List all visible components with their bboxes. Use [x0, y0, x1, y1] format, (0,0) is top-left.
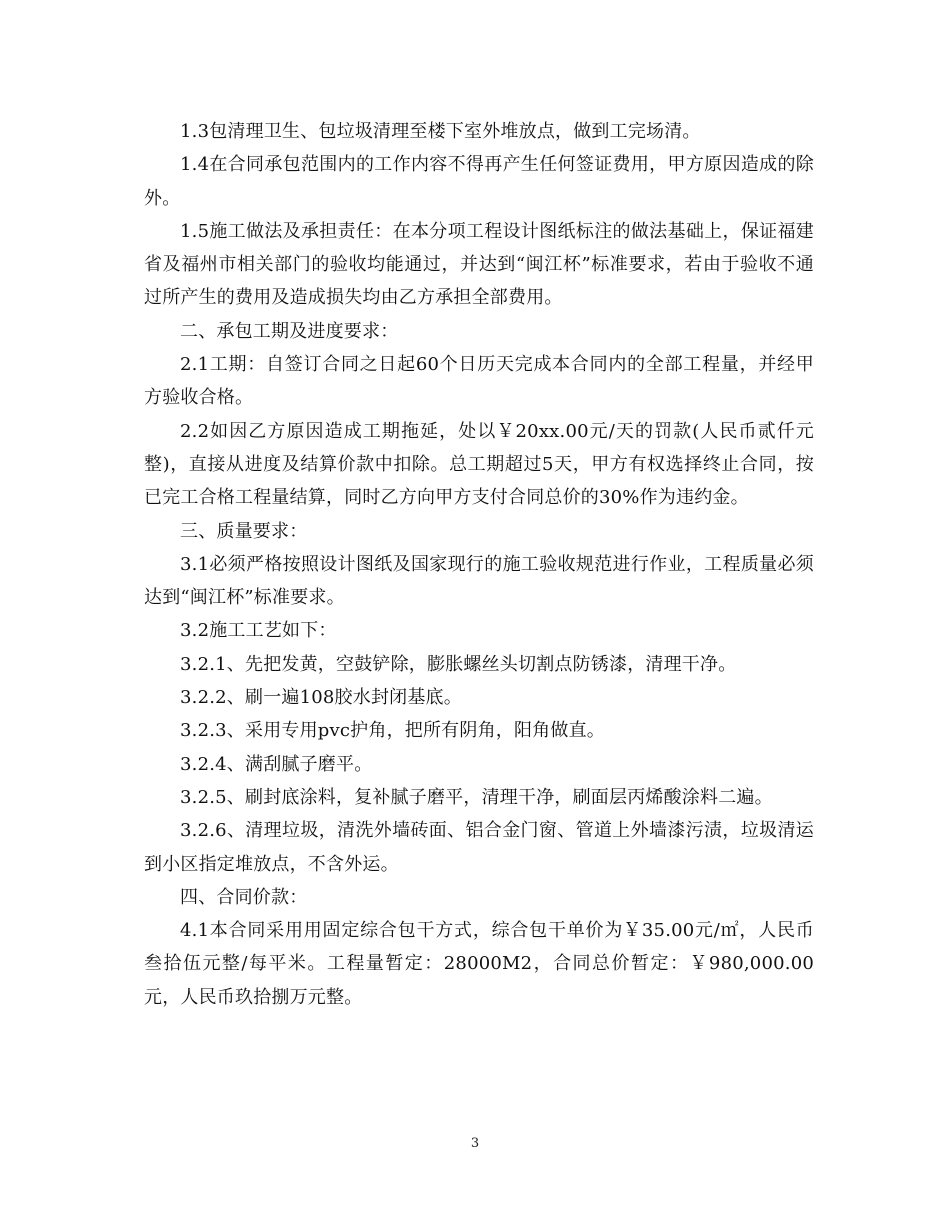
paragraph-1-3: 1.3包清理卫生、包垃圾清理至楼下室外堆放点，做到工完场清。: [180, 121, 701, 142]
paragraph-1-4: 1.4在合同承包范围内的工作内容不得再产生任何签证费用，甲方原因造成的除外。: [144, 154, 814, 209]
paragraph-3-2-4: 3.2.4、满刮腻子磨平。: [180, 753, 373, 775]
section-heading-4: 四、合同价款：: [180, 886, 308, 908]
paragraph-2-1: 2.1工期：自签订合同之日起60个日历天完成本合同内的全部工程量，并经甲方验收合格。: [144, 354, 814, 409]
paragraph-3-2-6: 3.2.6、清理垃圾，清洗外墙砖面、铝合金门窗、管道上外墙漆污渍，垃圾清运到小区指定堆放点，不含外运。: [144, 820, 814, 875]
paragraph-3-2-3: 3.2.3、采用专用pvc护角，把所有阴角，阳角做直。: [180, 720, 605, 742]
paragraph-3-2: 3.2施工工艺如下：: [180, 620, 337, 642]
paragraph-1-5: 1.5施工做法及承担责任：在本分项工程设计图纸标注的做法基础上，保证福建省及福州市相关部门的验收均能通过，并达到“闽江杯”标准要求，若由于验收不通过所产生的费用及造成损失均由乙方承担全部费用。: [144, 220, 814, 309]
paragraph-4-1: 4.1本合同采用用固定综合包干方式，综合包干单价为￥35.00元/㎡，人民币叁拾伍元整/每平米。工程量暂定：28000M2，合同总价暂定：￥980,000.00元，人民币玖拾捌万元整。: [144, 920, 814, 1008]
page-number: 3: [470, 1136, 480, 1151]
paragraph-3-2-1: 3.2.1、先把发黄，空鼓铲除，膨胀螺丝头切割点防锈漆，清理干净。: [180, 653, 737, 675]
paragraph-3-2-2: 3.2.2、刷一遍108胶水封闭基底。: [180, 687, 462, 709]
document-body: [144, 115, 814, 1014]
paragraph-2-2: 2.2如因乙方原因造成工期拖延，处以￥20xx.00元/天的罚款(人民币贰仟元整)，直接从进度及结算价款中扣除。总工期超过5天，甲方有权选择终止合同，按已完工合格工程量结算，同时乙方向甲方支付合同总价的30%作为违约金。: [144, 420, 814, 509]
paragraph-3-2-5: 3.2.5、刷封底涂料，复补腻子磨平，清理干净，刷面层丙烯酸涂料二遍。: [180, 786, 773, 808]
section-heading-2: 二、承包工期及进度要求：: [180, 320, 399, 342]
paragraph-3-1: 3.1必须严格按照设计图纸及国家现行的施工验收规范进行作业，工程质量必须达到“闽江杯”标准要求。: [144, 553, 814, 609]
section-heading-3: 三、质量要求：: [180, 520, 308, 542]
